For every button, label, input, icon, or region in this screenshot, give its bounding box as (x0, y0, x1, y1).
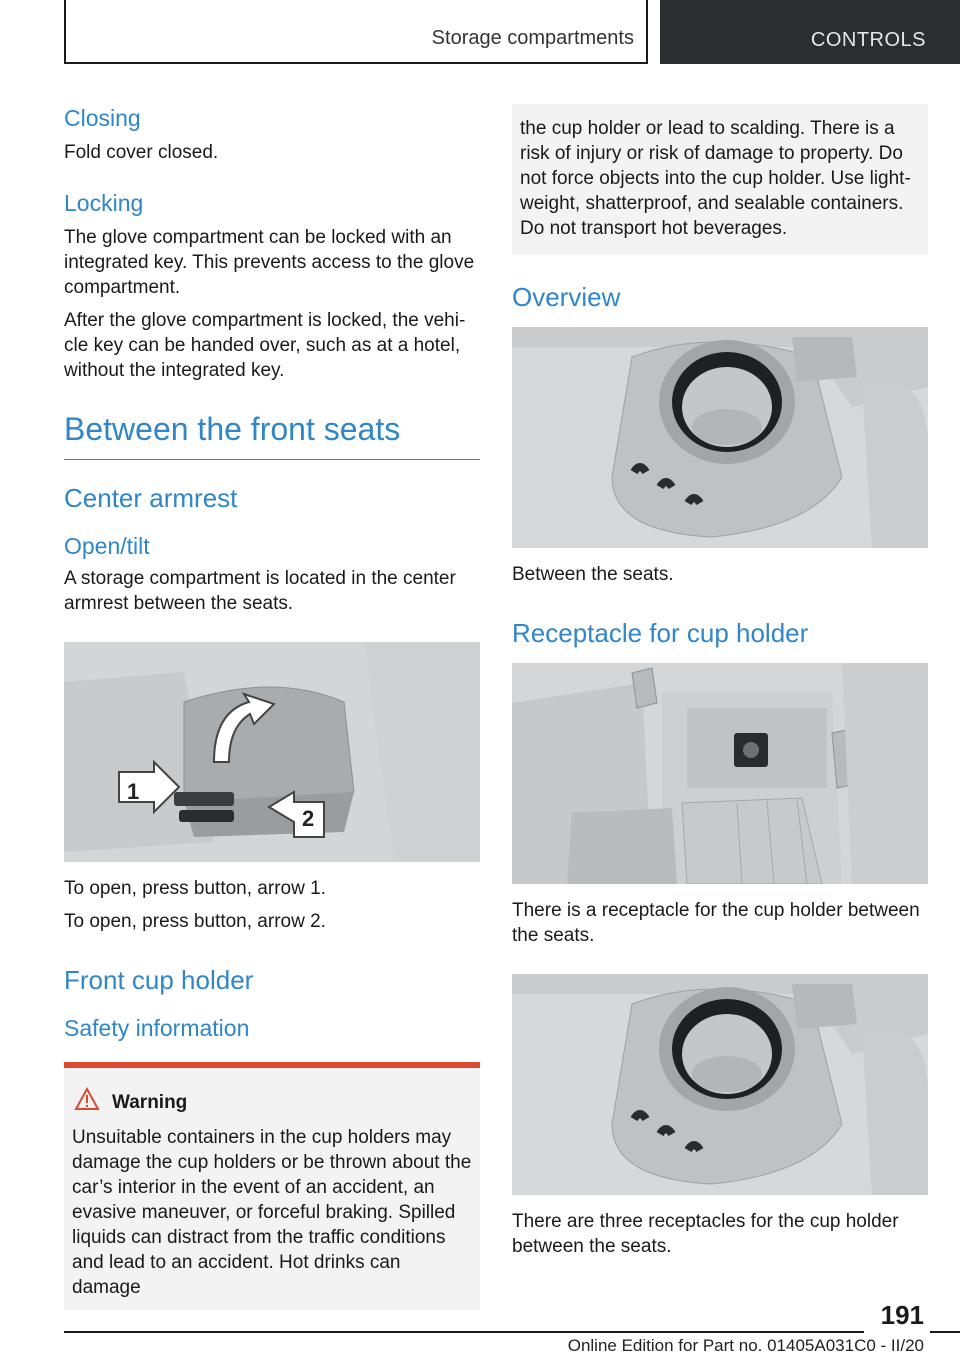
closing-text: Fold cover closed. (64, 142, 219, 163)
arrow-label-1: 1 (127, 779, 140, 804)
section-heading-block (64, 409, 480, 460)
warning-text-continued: the cup holder or lead to scalding. There is a risk of injury or risk of damage to property. Do not force objects into the cup holder. Use lightweight, shatterproof, and sealable containers. Do not transport hot beverages. (520, 118, 911, 239)
right-column (512, 104, 928, 1259)
header-chapter-title: CONTROLS (810, 29, 926, 51)
armrest-illustration (64, 642, 480, 862)
page-number: 191 (880, 1300, 924, 1330)
overview-illustration (512, 327, 928, 548)
warning-title: Warning (112, 1092, 188, 1113)
cupholder-drawing-1 (512, 327, 928, 548)
three-receptacles-caption: There are three receptacles for the cup holder between the seats. (512, 1211, 899, 1257)
receptacle-illustration (512, 663, 928, 884)
footer-rule (64, 1331, 864, 1333)
footer-edition: Online Edition for Part no. 01405A031C0 - II/20 (567, 1336, 924, 1355)
opentilt-heading: Open/tilt (64, 533, 150, 559)
opentilt-text: A storage compartment is located in the center armrest between the seats. (64, 568, 456, 614)
armrest-heading: Center armrest (64, 483, 238, 513)
locking-paragraph-1: The glove compartment can be locked with an integrated key. This prevents access to the glove compartment. (64, 227, 475, 298)
arrow-label-2: 2 (302, 806, 315, 831)
locking-paragraph-2: After the glove compartment is locked, the vehicle key can be handed over, such as at a hotel, without the integrated key. (64, 310, 466, 381)
cupholder-heading: Front cup holder (64, 965, 254, 995)
closing-heading: Closing (64, 105, 141, 131)
three-receptacles-illustration (512, 974, 928, 1195)
header-section-title: Storage compartments (431, 27, 634, 49)
warning-text: Unsuitable containers in the cup holders may damage the cup holders or be thrown about the car’s interior in the event of an accident, an evasive maneuver, or forceful braking. Spilled liquids can distract from the traffic conditions and lead to an accident. Hot drinks can damage (72, 1127, 472, 1298)
armrest-drawing (64, 642, 480, 862)
receptacle-heading: Receptacle for cup holder (512, 618, 809, 648)
armrest-caption-2: To open, press button, arrow 2. (64, 911, 326, 932)
safety-heading: Safety information (64, 1015, 250, 1041)
cupholder-drawing-2 (512, 974, 928, 1195)
section-heading: Between the front seats (64, 411, 401, 447)
armrest-caption-1: To open, press button, arrow 1. (64, 878, 326, 899)
warning-triangle-icon (74, 1087, 100, 1111)
receptacle-drawing (512, 663, 928, 884)
footer-rule-right (930, 1331, 960, 1333)
overview-heading: Overview (512, 282, 621, 312)
warning-box (64, 1062, 480, 1310)
overview-caption: Between the seats. (512, 564, 674, 585)
left-column (64, 104, 480, 1310)
header-chapter-box (660, 0, 960, 64)
warning-box-continued (512, 104, 928, 255)
receptacle-caption: There is a receptacle for the cup holder between the seats. (512, 900, 920, 946)
locking-heading: Locking (64, 190, 144, 216)
warning-title-row (112, 1090, 472, 1115)
header-section-box (64, 0, 648, 64)
